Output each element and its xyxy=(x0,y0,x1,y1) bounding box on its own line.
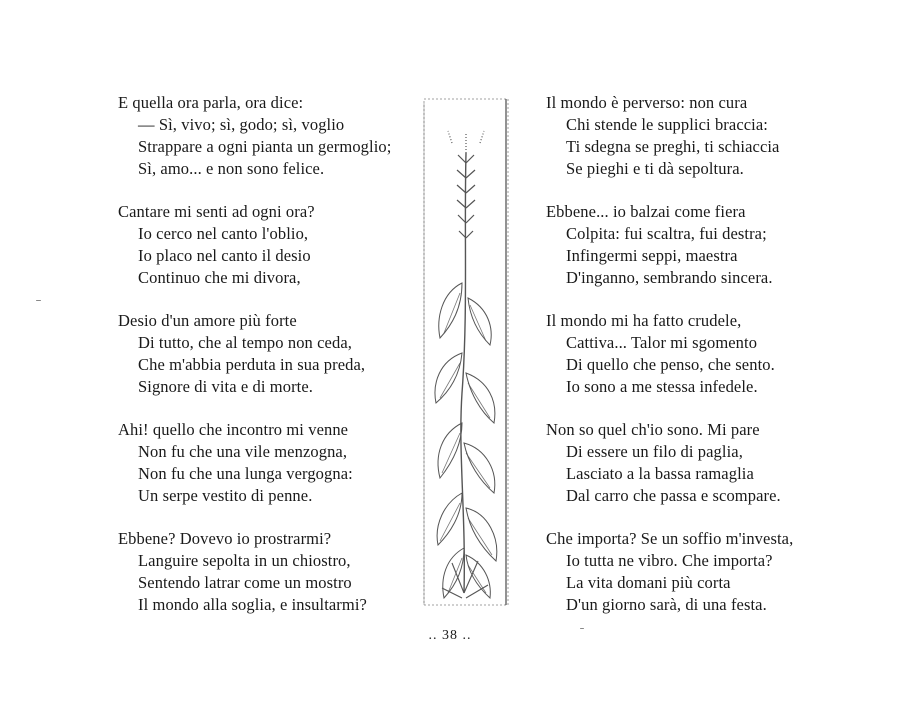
verse-line: Colpita: fui scaltra, fui destra; xyxy=(566,224,767,243)
verse-line: Signore di vita e di morte. xyxy=(138,377,313,396)
right-poem-column xyxy=(546,92,846,637)
verse-line: Non fu che una lunga vergogna: xyxy=(138,464,353,483)
verse-line: Sì, amo... e non sono felice. xyxy=(138,159,325,178)
verse-line: Di quello che penso, che sento. xyxy=(566,355,775,374)
stanza xyxy=(118,92,418,180)
verse-line: Continuo che mi divora, xyxy=(138,268,301,287)
verse-line: Che importa? Se un soffio m'investa, xyxy=(546,529,794,548)
verse-line: Desio d'un amore più forte xyxy=(118,311,297,330)
verse-line: E quella ora parla, ora dice: xyxy=(118,93,304,112)
verse-line: Cantare mi senti ad ogni ora? xyxy=(118,202,315,221)
stanza xyxy=(118,528,418,616)
stanza xyxy=(118,419,418,507)
stanza xyxy=(546,528,846,616)
verse-line: Il mondo è perverso: non cura xyxy=(546,93,748,112)
verse-line: D'inganno, sembrando sincera. xyxy=(566,268,773,287)
verse-line: D'un giorno sarà, di una festa. xyxy=(566,595,767,614)
left-poem-column xyxy=(118,92,418,637)
verse-line: Languire sepolta in un chiostro, xyxy=(138,551,351,570)
verse-line: Il mondo mi ha fatto crudele, xyxy=(546,311,742,330)
stanza xyxy=(118,201,418,289)
verse-line: Io cerco nel canto l'oblio, xyxy=(138,224,309,243)
verse-line: Chi stende le supplici braccia: xyxy=(566,115,768,134)
verse-line: Ebbene? Dovevo io prostrarmi? xyxy=(118,529,332,548)
wheat-and-leaves-ornament-icon xyxy=(422,93,510,609)
verse-line: Sentendo latrar come un mostro xyxy=(138,573,352,592)
verse-line: Ebbene... io balzai come fiera xyxy=(546,202,746,221)
verse-line: Ahi! quello che incontro mi venne xyxy=(118,420,349,439)
stanza xyxy=(546,419,846,507)
verse-line: Se pieghi e ti dà sepoltura. xyxy=(566,159,744,178)
scan-speck xyxy=(36,300,41,301)
verse-line: Non so quel ch'io sono. Mi pare xyxy=(546,420,760,439)
verse-line: Io sono a me stessa infedele. xyxy=(566,377,758,396)
verse-line: La vita domani più corta xyxy=(566,573,731,592)
verse-line: Di essere un filo di paglia, xyxy=(566,442,743,461)
stanza xyxy=(546,201,846,289)
scan-speck xyxy=(580,628,584,629)
verse-line: Cattiva... Talor mi sgomento xyxy=(566,333,758,352)
verse-line: Il mondo alla soglia, e insultarmi? xyxy=(138,595,367,614)
verse-line: Lasciato a la bassa ramaglia xyxy=(566,464,754,483)
verse-line: Di tutto, che al tempo non ceda, xyxy=(138,333,352,352)
verse-line: Dal carro che passa e scompare. xyxy=(566,486,781,505)
verse-line: Che m'abbia perduta in sua preda, xyxy=(138,355,366,374)
verse-line: Non fu che una vile menzogna, xyxy=(138,442,348,461)
verse-line: Io tutta ne vibro. Che importa? xyxy=(566,551,773,570)
verse-line: Un serpe vestito di penne. xyxy=(138,486,313,505)
stanza xyxy=(118,310,418,398)
verse-line: Strappare a ogni pianta un germoglio; xyxy=(138,137,392,156)
verse-line: Ti sdegna se preghi, ti schiaccia xyxy=(566,137,780,156)
verse-line: Io placo nel canto il desio xyxy=(138,246,311,265)
stanza xyxy=(546,92,846,180)
verse-line: — Sì, vivo; sì, godo; sì, voglio xyxy=(138,115,345,134)
verse-line: Infingermi seppi, maestra xyxy=(566,246,738,265)
page-number: .. 38 .. xyxy=(428,628,472,643)
stanza xyxy=(546,310,846,398)
